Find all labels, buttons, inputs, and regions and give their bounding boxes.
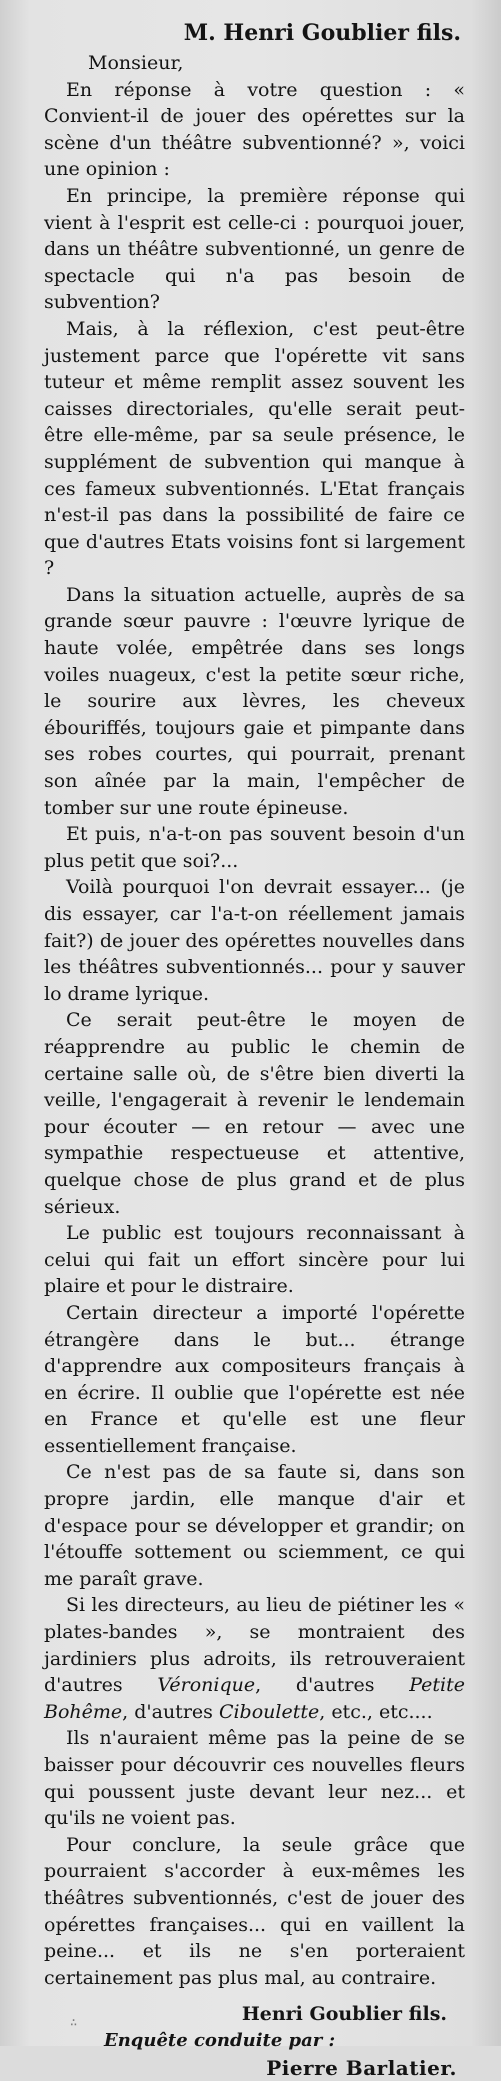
paragraph-10: Ce n'est pas de sa faute si, dans son propre jardin, elle manque d'air et d'espace pour se développer et grandir; on l'étouffe sottement ou sciemment, ce qui me paraît grave. bbox=[44, 1461, 465, 1590]
paragraph-12: Ils n'auraient même pas la peine de se baisser pour découvrir ces nouvelles fleurs qui poussent juste devant leur nez... et qu'ils ne voient pas. bbox=[44, 1727, 465, 1830]
enquete-label: Enquête conduite par : bbox=[104, 2029, 336, 2051]
paragraph-5: Et puis, n'a-t-on pas souvent besoin d'un plus petit que soi?... bbox=[44, 823, 465, 872]
margin-scratch-mark: ∴ bbox=[70, 2015, 78, 2030]
article-heading: M. Henri Goublier fils. bbox=[183, 20, 461, 46]
operetta-title: Véronique bbox=[157, 1674, 256, 1697]
paragraph-2: En principe, la première réponse qui vient à l'esprit est celle-ci : pourquoi jouer, dans un théâtre subventionné, un genre de spectacle qui n'a pas besoin de subvention? bbox=[44, 184, 465, 314]
operetta-title: Petite Bohême bbox=[44, 1674, 466, 1723]
paragraph-13: Pour conclure, la seule grâce que pourraient s'accorder à eux-mêmes les théâtres subventionnés, c'est de jouer des opérettes françaises... qui en vaillent la peine... et ils ne s'en porteraient certainement pas plus mal, au contraire. bbox=[44, 1833, 465, 1989]
paragraph-9: Certain directeur a importé l'opérette étrangère dans le but... étrange d'apprendre aux compositeurs français à en écrire. Il oublie que l'opérette est née en France et qu'elle est une fleur essentiellement française. bbox=[44, 1301, 465, 1457]
paragraph-8: Le public est toujours reconnaissant à celui qui fait un effort sincère pour lui plaire et pour le distraire. bbox=[44, 1222, 465, 1298]
enquete-author: Pierre Barlatier. bbox=[266, 2055, 457, 2080]
paragraph-6: Voilà pourquoi l'on devrait essayer... (je dis essayer, car l'a-t-on réellement jamais fait?) de jouer des opérettes nouvelles dans les théâtres subventionnés... pour y sauver lo drame lyrique. bbox=[44, 876, 465, 1005]
paragraph-3: Mais, à la réflexion, c'est peut-être justement parce que l'opérette vit sans tuteur et même remplit assez souvent les caisses directoriales, qu'elle serait peut-être elle-même, par sa seule présence, le supplément de subvention qui manque à ces fameux subventionnés. L'Etat français n'est-il pas dans la possibilité de faire ce que d'autres Etats voisins font si largement ? bbox=[44, 317, 465, 580]
salutation: Monsieur, bbox=[88, 52, 184, 74]
paragraph-7: Ce serait peut-être le moyen de réapprendre au public le chemin de certaine salle où, de s'être bien diverti la veille, l'engagerait à revenir le lendemain pour écouter — en retour — avec une sympathie respectueuse et attentive, quelque chose de plus grand et de plus sérieux. bbox=[44, 1009, 465, 1218]
paragraph-1: En réponse à votre question : « Convient-il de jouer des opérettes sur la scène d'un théâtre subventionné? », voici une opinion : bbox=[44, 78, 465, 181]
operetta-title: Ciboulette bbox=[218, 1700, 320, 1723]
signature: Henri Goublier fils. bbox=[241, 2003, 447, 2026]
paragraph-11: Si les directeurs, au lieu de piétiner les « plates-bandes », se montraient des jardiniers plus adroits, ils retrouveraient d'autres Véronique, d'autres Petite Bohême, d'autres Ciboulette, etc., etc.... bbox=[44, 1594, 466, 1723]
paragraph-4: Dans la situation actuelle, auprès de sa grande sœur pauvre : l'œuvre lyrique de haute volée, empêtrée dans ses longs voiles nuageux, c'est la petite sœur riche, le sourire aux lèvres, les cheveux ébouriffés, toujours gaie et pimpante dans ses robes courtes, qui pourrait, prenant son aînée par la main, l'empêcher de tomber sur une route épineuse. bbox=[44, 583, 465, 819]
